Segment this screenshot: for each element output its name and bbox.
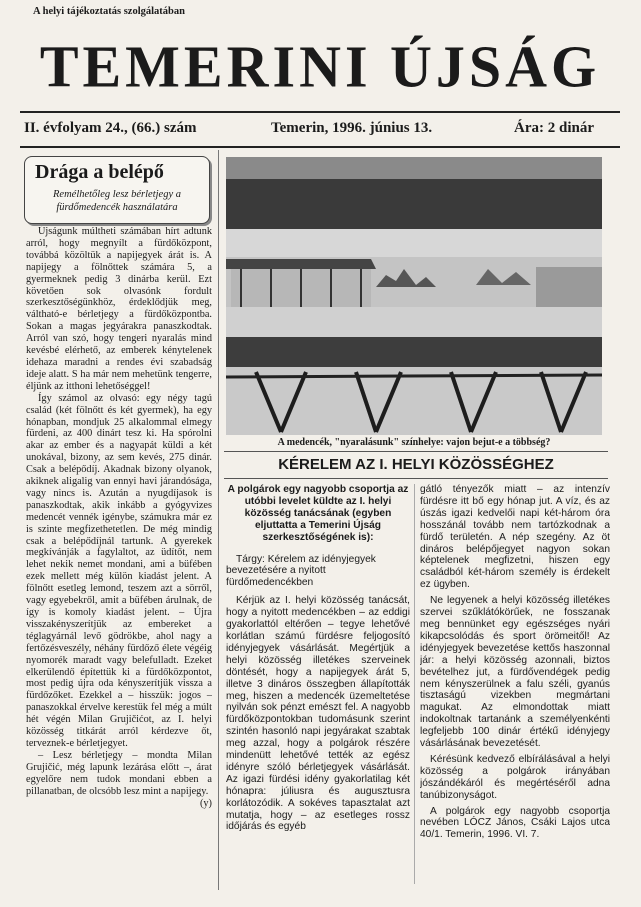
column-divider-2	[414, 484, 415, 884]
issue-bar	[24, 120, 616, 142]
pool-photo-image	[226, 157, 602, 435]
kerelem-rule	[224, 478, 608, 479]
article-paragraph: Újságunk múltheti számában hírt adtunk arról, hogy megnyílt a fürdőközpont, továbbá közöltük a napijegyek árát is. A napijegy a fölnőttek számára 5, a gyermeknek pedig 3 dinárba kerül. Ezt követően sok olvasónk fordult szerkesztőségünkhöz, érdeklődjük meg, váltható-e bérletjegy a fürdőközpontba. Sokan a magas jegyárakra panaszkodtak. Arról van szó, hogy tengeri nyaralás mind kevésbé elérhető, az emberek kénytelenek idehaza maradni a rendes évi szabadság ideje alatt. S ha már nem mehetünk tengerre, éljünk az itthoni lehetőséggel!	[26, 226, 212, 392]
kerelem-intro: A polgárok egy nagyobb csoportja az utóbbi levelet küldte az I. helyi közösség tanácsának (egyben eljuttatta a Temerini Újság szerkesztőségének is):	[227, 484, 409, 543]
kerelem-paragraph: gátló tényezők miatt – az intenzív fürdésre itt bő egy hónap jut. A víz, és az úszás igazi kedvelői napi két-három óra hosszánál tovább nem tartózkodnak a fürdő területén. A nép szegény. Az öt dináros belépőjegyet nagyon sokan képtelenek megfizetni, hiszen egy családból két-három személy is érdekelt ez ügyben.	[420, 484, 610, 591]
article-signature: (y)	[199, 797, 212, 809]
kerelem-paragraph: Kérjük az I. helyi közösség tanácsát, hogy a nyitott medencékben – az eddigi gyakorlattól eltérően – tegye lehetővé korlátlan számú fürdésre feljogosító idényjegyek vásárlását. Megértjük a helyi közösség illetékes szerveinek döntését, hogy a napijegyek árát 5, illetve 3 dináros összegben állapították meg, hiszen a medencék üzemeltetése nyilván sok pénzt emészt fel. A nagyobb fürdőközpontokban tudomásunk szerint szintén hasonló napi jegyárakat szabtak meg azzal, hogy a polgárok részére mindenütt lehetővé tették az egész idényre szóló bérletjegyek vásárlását. Az igazi fürdési idény gyakorlatilag két hónapra: júliusra és augusztusra korlátozódik. A sokéves tapasztalat azt mutatja, hogy – az esetleges rossz időjárás és egyéb	[226, 595, 410, 833]
kerelem-paragraph: Ne legyenek a helyi közösség illetékes szervei szűklátókörűek, ne fosszanak meg bennünket egy egészséges nyári kikapcsolódás és sport örömeitől! Az idényjegyek bevezetése kettős haszonnal jár: a helyi közösség azonnali, biztos bevételhez jut, a fürdővendégek pedig nem kényszerülnek a falu széli, gyanús tisztaságú vizekben megmártani magukat. Az elmondottak miatt indokoltnak tartanánk a személyenkénti legfeljebb 100 dinár értékű idényjegy vásárlásának bevezetését.	[420, 595, 610, 750]
issue-price: Ára: 2 dinár	[514, 120, 594, 136]
issue-date: Temerin, 1996. június 13.	[271, 120, 433, 136]
article-subtitle: Remélhetőleg lesz bérletjegy a fürdőmedencék használatára	[53, 189, 181, 213]
article-title-box	[24, 156, 210, 224]
column-divider	[218, 150, 219, 890]
article-title: Drága a belépő	[35, 161, 164, 183]
pool-photo	[226, 157, 602, 435]
kerelem-column-1	[226, 484, 410, 892]
article-paragraph: Így számol az olvasó: egy négy tagú család (két fölnőtt és két gyermek), ha egy hónapban, mondjuk 25 alkalommal elmegy fürdeni, az 400 dinárt tesz ki. Ha spórolni akar az ember és a nagyapát küldi a két unokával, bizony, az sem kevés, 275 dinár. Csak a belépődíj. Akadnak bizony olyanok, akiknek aligalig van ennyi havi járandósága, vagy nincs is. Azután a nyugdíjasok is panaszkodtak, akik inkább a gyógyvizes medencét vennék igénybe, számukra már ez is szinte megfizethetetlen. De még mindig csak a belépődíjnál tartunk. A gyerekek megkívánják a fagylaltot, az üdítőt, nem lehet nekik nemet mondani, ami a büfében ezek mellett még külön kiadást jelent. A fölnőtt esetleg lemond, teszem azt a sörről, vagy egyebekről, amit a büfében árulnak, de így is komoly kiadást jelent. – Újra visszakényszerítjük az embereket a téglagyárnál levő gödrökbe, ahol nagy a fertőzésveszély, néhány fürdőző élete végéig nyomorék maradt vagy belefulladt. Ezeket elkerülendő építettük ki a fürdőközpontot, most pedig újra oda kényszerítjük vissza a fürdőzőket. Ezekkel a – hisszük: jogos – panaszokkal érvelve kerestük fel még a múlt hét végén Milan Grujičićot, az I. helyi közösség titkárát arról kérdezve őt, terveznek-e bérletjegyet.	[26, 392, 212, 749]
masthead-rule	[20, 111, 620, 113]
issue-rule	[20, 146, 620, 148]
photo-caption: A medencék, "nyaralásunk" színhelye: vajon bejut-e a többség?	[277, 437, 551, 448]
photo-rule	[224, 451, 608, 452]
masthead-title: TEMERINI ÚJSÁG	[39, 33, 601, 100]
kerelem-column-2	[420, 484, 610, 892]
kerelem-signature: A polgárok egy nagyobb csoportja nevében LÓCZ János, Csáki Lajos utca 40/1. Temerin, 1996. VI. 7.	[420, 805, 610, 841]
tagline: A helyi tájékoztatás szolgálatában	[33, 6, 185, 17]
kerelem-paragraph: Kérésünk kedvező elbírálásával a helyi közösség a polgárok irányában jószándékáról és megértéséről adna tanúbizonyságot.	[420, 753, 610, 801]
article-paragraph: – Lesz bérletjegy – mondta Milan Grujičić, még lapunk lezárása előtt –, árat egyelőre nem tudok mondani ebben a pillanatban, de olcsóbb lesz mint a napijegy.	[26, 749, 212, 797]
kerelem-subject: Tárgy: Kérelem az idényjegyek bevezetésére a nyitott fürdőmedencékben	[226, 553, 376, 589]
kerelem-title: KÉRELEM AZ I. HELYI KÖZÖSSÉGHEZ	[278, 456, 554, 473]
article-body	[26, 226, 212, 890]
issue-number: II. évfolyam 24., (66.) szám	[24, 120, 197, 136]
